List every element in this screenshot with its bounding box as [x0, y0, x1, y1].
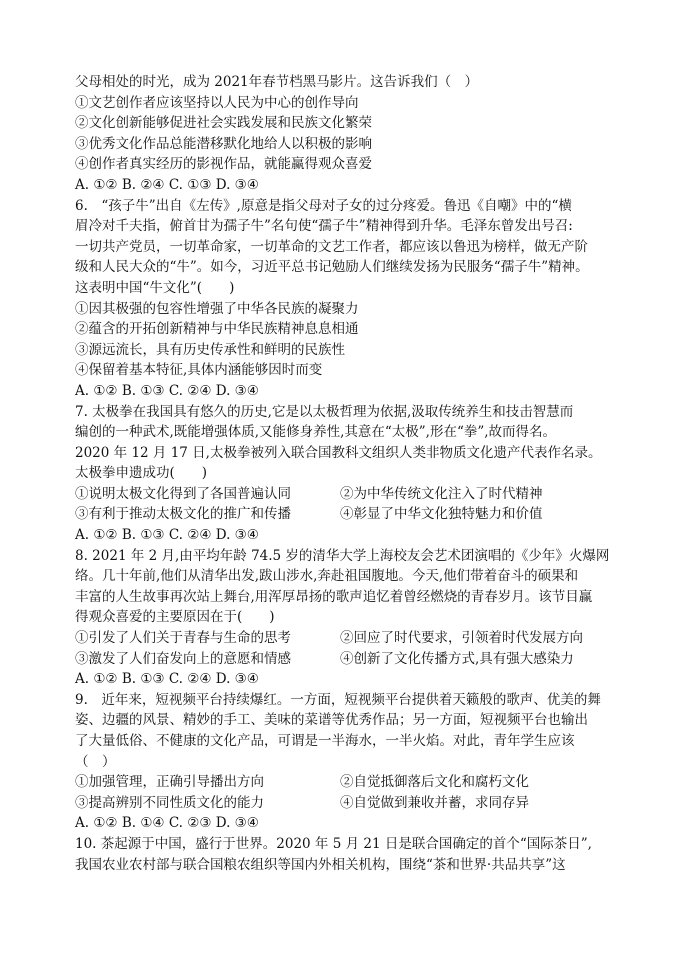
- question-8-text: 丰富的人生故事再次站上舞台,用浑厚昂扬的歌声追忆着曾经燃烧的青春岁月。该节目赢: [75, 588, 593, 605]
- option-row: [75, 772, 635, 793]
- option-line: ②文化创新能够促进社会实践发展和民族文化繁荣: [75, 115, 372, 132]
- option-1: ①引发了人们关于青春与生命的思考: [75, 630, 291, 647]
- answer-choices: A. ①② B. ①④ C. ②③ D. ③④: [75, 815, 259, 832]
- option-row: [75, 504, 635, 525]
- option-line: ③源远流长，具有历史传承性和鲜明的民族性: [75, 341, 345, 358]
- answer-choices: A. ①② B. ①③ C. ②④ D. ③④: [75, 382, 259, 399]
- option-1: ①加强管理，正确引导播出方向: [75, 774, 264, 791]
- answer-choices: A. ①② B. ①③ C. ②④ D. ③④: [75, 527, 259, 544]
- question-7-text: 编创的一种武术,既能增强体质,又能修身养性,其意在“太极”,形在“拳”,故而得名。: [75, 424, 557, 441]
- question-9-text: 9. 近年来，短视频平台持续爆红。一方面，短视频平台提供着天籁般的歌声、优美的舞: [75, 691, 601, 708]
- question-6-text: 一切共产党员，一切革命家，一切革命的文艺工作者，都应该以鲁迅为榜样，做无产阶: [75, 238, 588, 255]
- question-9-text: （ ）: [75, 753, 116, 770]
- option-4: ④创新了文化传播方式,具有强大感染力: [340, 650, 574, 667]
- option-2: ②为中华传统文化注入了时代精神: [340, 485, 543, 502]
- question-6-text: 眉冷对千夫指，俯首甘为孺子牛”名句使“孺子牛”精神得到升华。毛泽东曾发出号召:: [75, 218, 573, 235]
- question-7-text: 7. 太极拳在我国具有悠久的历史,它是以太极哲理为依据,汲取传统养生和技击智慧而: [75, 403, 574, 420]
- question-8-text: 得观众喜爱的主要原因在于( ): [75, 609, 275, 626]
- option-line: ④创作者真实经历的影视作品，就能赢得观众喜爱: [75, 156, 372, 173]
- option-row: [75, 649, 635, 670]
- option-line: ④保留着基本特征,具体内涵能够因时而变: [75, 362, 323, 379]
- option-3: ③激发了人们奋发向上的意愿和情感: [75, 650, 291, 667]
- option-line: ①因其极强的包容性增强了中华各民族的凝聚力: [75, 300, 359, 317]
- document-page: [75, 72, 635, 875]
- option-4: ④彰显了中华文化独特魅力和价值: [340, 506, 543, 523]
- question-6-text: 级和人民大众的“牛”。如今，习近平总书记勉励人们继续发扬为民服务“孺子牛”精神。: [75, 259, 589, 276]
- question-10-text: 我国农业农村部与联合国粮农组织等国内外相关机构，围绕“茶和世界·共品共享”这: [75, 856, 566, 873]
- question-8-text: 8. 2021 年 2 月,由平均年龄 74.5 岁的清华大学上海校友会艺术团演唱的《少年》火爆网: [75, 547, 610, 564]
- answer-choices: A. ①② B. ②④ C. ①③ D. ③④: [75, 176, 259, 193]
- option-2: ②自觉抵御落后文化和腐朽文化: [340, 774, 529, 791]
- option-1: ①说明太极文化得到了各国普遍认同: [75, 485, 291, 502]
- option-row: [75, 793, 635, 814]
- option-3: ③有利于推动太极文化的推广和传播: [75, 506, 291, 523]
- option-4: ④自觉做到兼收并蓄，求同存异: [340, 794, 529, 811]
- option-3: ③提高辨别不同性质文化的能力: [75, 794, 264, 811]
- question-6-text: 6. “孩子牛”出自《左传》,原意是指父母对子女的过分疼爱。鲁迅《自嘲》中的“横: [75, 197, 572, 214]
- question-6-text: 这表明中国“牛文化”( ): [75, 279, 235, 296]
- question-9-text: 姿、边疆的风景、精妙的手工、美味的菜谱等优秀作品；另一方面，短视频平台也输出: [75, 712, 588, 729]
- option-row: [75, 484, 635, 505]
- option-2: ②回应了时代要求，引领着时代发展方向: [340, 630, 583, 647]
- option-line: ①文艺创作者应该坚持以人民为中心的创作导向: [75, 94, 359, 111]
- answer-choices: A. ①② B. ①③ C. ②④ D. ③④: [75, 671, 259, 688]
- question-7-text: 2020 年 12 月 17 日,太极拳被列入联合国教科文组织人类非物质文化遗产代表作名录。: [75, 444, 602, 461]
- question-10-text: 10. 茶起源于中国，盛行于世界。2020 年 5 月 21 日是联合国确定的首个“国际茶日”,: [75, 835, 592, 852]
- question-8-text: 络。几十年前,他们从清华出发,跋山涉水,奔赴祖国腹地。今天,他们带着奋斗的硕果和: [75, 568, 579, 585]
- option-row: [75, 628, 635, 649]
- question-7-text: 太极拳申遗成功( ): [75, 465, 208, 482]
- text-line: 父母相处的时光，成为 2021年春节档黑马影片。这告诉我们（ ）: [75, 74, 479, 90]
- option-line: ③优秀文化作品总能潜移默化地给人以积极的影响: [75, 135, 372, 152]
- option-line: ②蕴含的开拓创新精神与中华民族精神息息相通: [75, 321, 359, 338]
- question-9-text: 了大量低俗、不健康的文化产品，可谓是一半海水，一半火焰。对此，青年学生应该: [75, 733, 575, 749]
